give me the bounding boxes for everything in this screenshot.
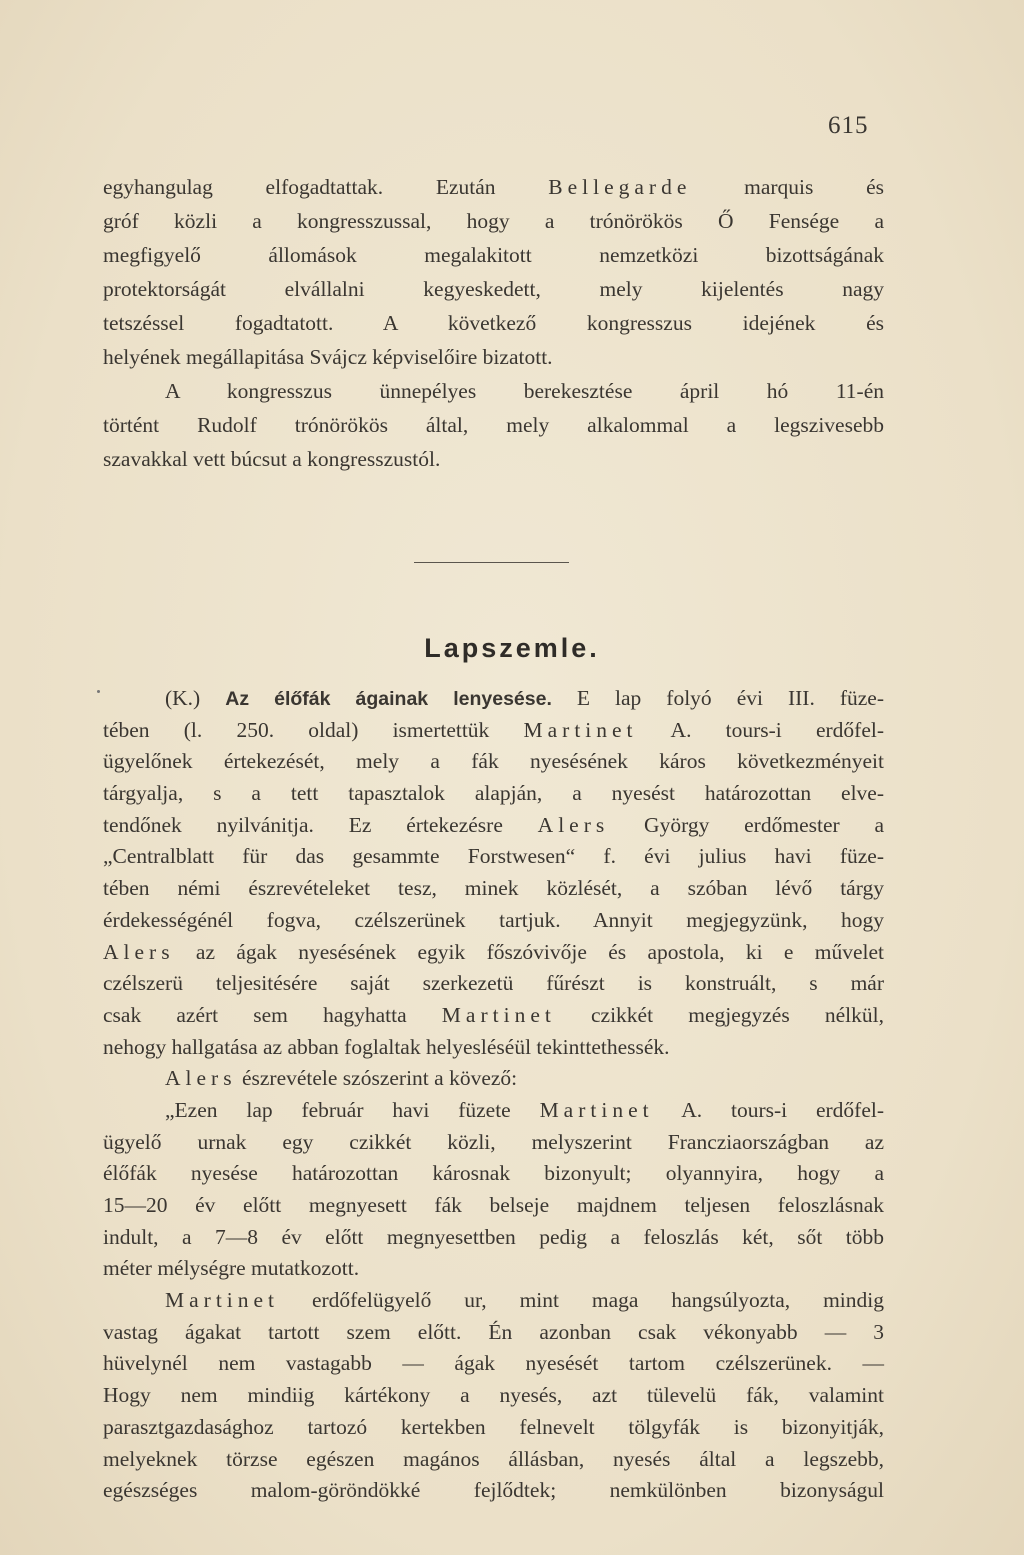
text-line: ügyelőnek értekezését, mely a fák nyesésének káros következményeit <box>103 749 884 774</box>
page-number: 615 <box>828 112 869 139</box>
text-line: egészséges malom-göröndökké fejlődtek; nemkülönben bizonyságul <box>103 1478 884 1503</box>
section-divider <box>414 562 569 563</box>
text-line: megfigyelő állomások megalakitott nemzetközi bizottságának <box>103 243 884 267</box>
text-line: egyhangulag elfogadtattak. Ezután Bellegarde marquis és <box>103 175 884 199</box>
text-line: élőfák nyesése határozottan károsnak bizonyult; olyannyira, hogy a <box>103 1161 884 1186</box>
text-line: „Ezen lap február havi füzete Martinet A. tours-i erdőfel- <box>165 1097 885 1122</box>
text-line: tendőnek nyilvánitja. Ez értekezésre Alers György erdőmester a <box>103 812 884 837</box>
text-line: szavakkal vett búcsut a kongresszustól. <box>103 447 441 471</box>
text-line: indult, a 7—8 év előtt megnyesettben pedig a feloszlás két, sőt több <box>103 1224 884 1249</box>
text-line: (K.) Az élőfák ágainak lenyesése. E lap folyó évi III. füze- <box>165 686 884 710</box>
body-text-section-1 <box>103 170 884 476</box>
text-line: ügyelő urnak egy czikkét közli, melyszerint Francziaországban az <box>103 1129 884 1154</box>
text-line: gróf közli a kongresszussal, hogy a trónörökös Ő Fensége a <box>103 209 884 233</box>
text-line: Hogy nem mindiig kártékony a nyesés, azt tülevelü fák, valamint <box>103 1383 884 1408</box>
text-line: csak azért sem hagyhatta Martinet czikkét megjegyzés nélkül, <box>103 1002 884 1027</box>
text-line: Martinet erdőfelügyelő ur, mint maga hangsúlyozta, mindig <box>165 1288 884 1313</box>
text-line: tetszéssel fogadtatott. A következő kongresszus idejének és <box>103 311 884 335</box>
text-line: nehogy hallgatása az abban foglaltak helyesléséül tekinttethessék. <box>103 1034 670 1059</box>
text-line: „Centralblatt für das gesammte Forstwesen“ f. évi julius havi füze- <box>103 844 884 869</box>
text-line: vastag ágakat tartott szem előtt. Én azonban csak vékonyabb — 3 <box>103 1319 884 1344</box>
text-line: Alers az ágak nyesésének egyik főszóvivője és apostola, ki e művelet <box>103 939 884 964</box>
section-heading: Lapszemle. <box>424 633 600 663</box>
text-line: parasztgazdasághoz tartozó kertekben felnevelt tölgyfák is bizonyitják, <box>103 1414 884 1439</box>
text-line: czélszerü teljesitésére saját szerkezetü fűrészt is konstruált, s már <box>103 971 884 996</box>
text-line: méter mélységre mutatkozott. <box>103 1256 360 1281</box>
text-line: tében (l. 250. oldal) ismertettük Martinet A. tours-i erdőfel- <box>103 717 884 742</box>
text-line: Alers észrevétele szószerint a kövező: <box>165 1066 518 1091</box>
text-line: protektorságát elvállalni kegyeskedett, mely kijelentés nagy <box>103 277 884 301</box>
text-line: 15—20 év előtt megnyesett fák belseje majdnem teljesen feloszlásnak <box>103 1193 884 1217</box>
text-line: érdekességénél fogva, czélszerünek tartjuk. Annyit megjegyzünk, hogy <box>103 907 884 932</box>
text-line: történt Rudolf trónörökös által, mely alkalommal a legszivesebb <box>103 413 884 437</box>
body-text-section-2 <box>103 683 884 1507</box>
text-line: A kongresszus ünnepélyes berekesztése ápril hó 11-én <box>165 379 884 403</box>
text-line: tárgyalja, s a tett tapasztalok alapján, a nyesést határozottan elve- <box>103 781 884 806</box>
text-line: melyeknek törzse egészen magános állásban, nyesés által a legszebb, <box>103 1446 884 1471</box>
print-speck <box>97 690 100 693</box>
text-line: tében némi észrevételeket tesz, minek közlését, a szóban lévő tárgy <box>103 876 884 901</box>
text-line: hüvelynél nem vastagabb — ágak nyesését tartom czélszerünek. — <box>103 1351 884 1376</box>
text-line: helyének megállapitása Svájcz képviselőire bizatott. <box>103 345 553 369</box>
